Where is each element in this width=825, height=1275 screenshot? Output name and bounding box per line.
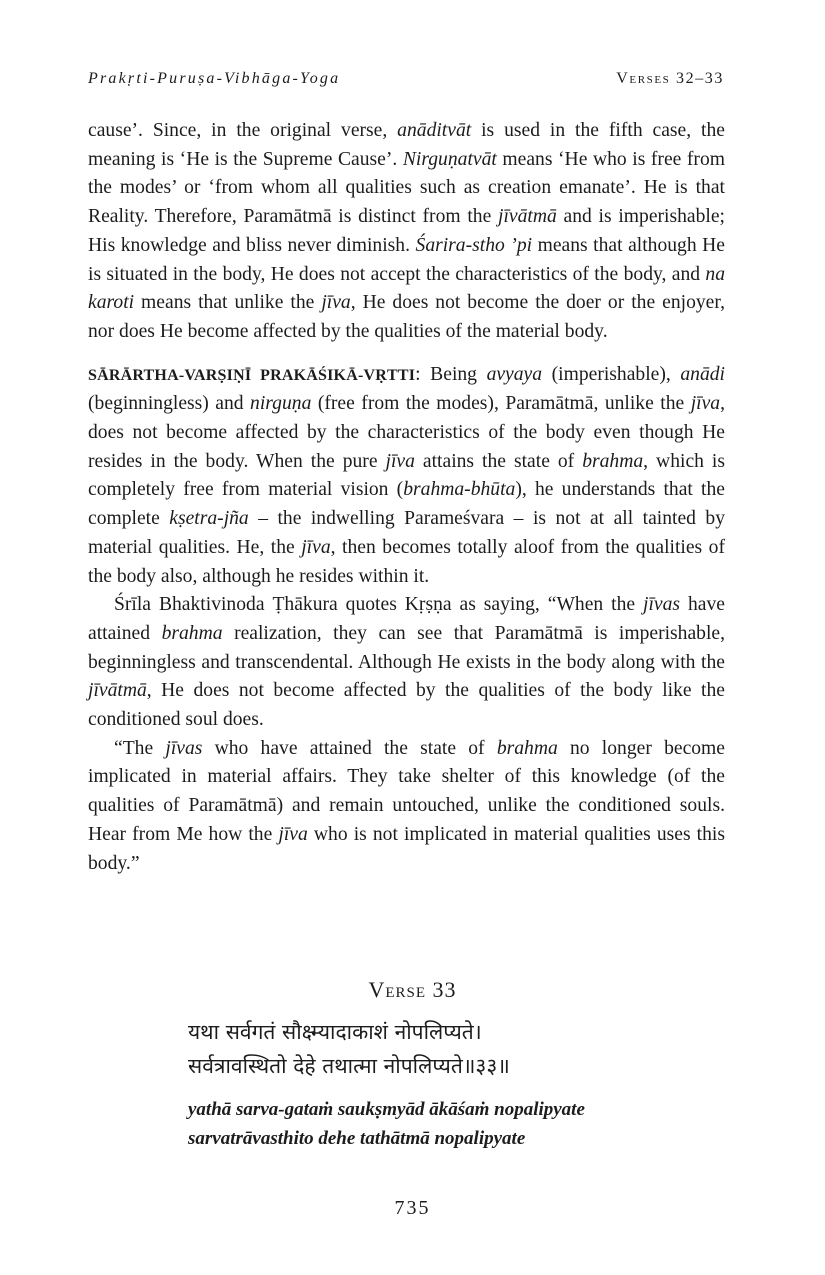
verse-heading: Verse 33 [368, 977, 457, 1002]
text-run: (imperishable), [542, 363, 681, 385]
text-run: , which is completely free from material vision ( [88, 450, 726, 501]
term-brahma-bhuta: brahma-bhūta [403, 479, 516, 501]
body-text [88, 117, 725, 878]
page-number: 735 [394, 1197, 431, 1219]
text-run: : Being [415, 363, 487, 385]
text-run: means that unlike the [134, 292, 322, 314]
term-jiva: jīva [301, 536, 331, 558]
text-run: , He does not become affected by the qualities of the body like the conditioned soul does. [88, 680, 725, 731]
term-jiva: jīva [690, 393, 721, 415]
text-run: and is imperishable; His knowledge and bliss never diminish. [88, 206, 725, 256]
term-brahma: brahma [161, 622, 223, 644]
paragraph-quote-continued [88, 735, 725, 879]
text-run: cause’. Since, in the original verse, [88, 120, 398, 141]
sanskrit-verse-line-1: यथा सर्वगतं सौक्ष्म्यादाकाशं नोपलिप्यते। [188, 1020, 482, 1044]
text-run: (beginningless) and [88, 393, 251, 415]
text-run: means ‘He who is free from the modes’ or ‘from whom all qualities such as creation emanate’. He is that Reality. Therefore, Paramātmā is distinct from the [88, 148, 725, 228]
text-run: , does not become affected by the characteristics of the body even though He resides in the body. When the pure [88, 393, 725, 472]
text-run: attains the state of [414, 450, 583, 472]
paragraph-commentary-continued [88, 117, 725, 347]
term-nirguna: nirguṇa [250, 393, 312, 415]
running-header-chapter-title: Prakṛti-Puruṣa-Vibhāga-Yoga [88, 70, 341, 87]
term-jivas: jīvas [643, 594, 681, 616]
text-run: “The [114, 737, 166, 759]
term-brahma: brahma [496, 737, 558, 759]
text-run: , He does not become the doer or the enjoyer, nor does He become affected by the qualities of the material body. [88, 292, 725, 342]
term-nirgunatvat: Nirguṇatvāt [402, 148, 497, 170]
text-run: no longer become implicated in material affairs. They take shelter of this knowledge (of the qualities of Paramātmā) and remain untouched, unlike the conditioned souls. Hear from Me how the [88, 737, 725, 845]
term-avyaya: avyaya [486, 363, 543, 385]
term-ksetra-jna: kṣetra-jña [169, 508, 249, 530]
text-run: (free from the modes), Paramātmā, unlike the [311, 393, 691, 415]
term-brahma: brahma [582, 450, 644, 472]
term-jivatma: jīvātmā [88, 680, 147, 702]
term-jivas: jīvas [165, 737, 203, 759]
text-run: have attained [88, 594, 725, 644]
text-run: who is not implicated in material qualities uses this body.” [88, 823, 725, 874]
term-jiva: jīva [278, 823, 308, 845]
term-sarira-stho-pi: Śarira-stho ’pi [415, 234, 533, 256]
running-header-verses: Verses 32–33 [616, 70, 724, 87]
text-run: who have attained the state of [202, 737, 497, 759]
paragraph-bhaktivinoda-quote [88, 591, 725, 735]
transliteration-line-1: yathā sarva-gataṁ saukṣmyād ākāśaṁ nopalipyate [188, 1099, 585, 1120]
sanskrit-verse-line-2: सर्वत्रावस्थितो देहे तथात्मा नोपलिप्यते॥३३॥ [188, 1054, 510, 1078]
text-run: – the indwelling Parameśvara – is not at all tainted by material qualities. He, the [88, 508, 725, 558]
term-jivatma: jīvātmā [498, 206, 557, 228]
text-run: , then becomes totally aloof from the qualities of the body also, although he resides within it. [88, 536, 726, 587]
term-jiva: jīva [321, 292, 351, 314]
text-run: Śrīla Bhaktivinoda Ṭhākura quotes Kṛṣṇa as saying, “When the [114, 594, 644, 616]
sanskrit-verse [188, 1015, 638, 1083]
text-run: means that although He is situated in the body, He does not accept the characteristics of the body, and [88, 234, 725, 285]
term-anaditvat: anāditvāt [397, 120, 472, 141]
transliteration-line-2: sarvatrāvasthito dehe tathātmā nopalipyate [188, 1128, 526, 1149]
transliteration [188, 1095, 585, 1153]
text-run: realization, they can see that Paramātmā is imperishable, beginningless and transcendental. Although He exists in the body along with the [88, 622, 725, 673]
text-run: is used in the fifth case, the meaning is ‘He is the Supreme Cause’. [88, 120, 725, 170]
term-jiva: jīva [385, 450, 415, 472]
text-run: ), he understands that the complete [88, 479, 725, 530]
term-na-karoti: na karoti [88, 263, 725, 314]
paragraph-sarartha-varsini [88, 361, 725, 592]
commentary-label: SĀRĀRTHA-VARṢIṆĪ PRAKĀŚIKĀ-VṚTTI [88, 366, 416, 384]
term-anadi: anādi [680, 363, 725, 385]
